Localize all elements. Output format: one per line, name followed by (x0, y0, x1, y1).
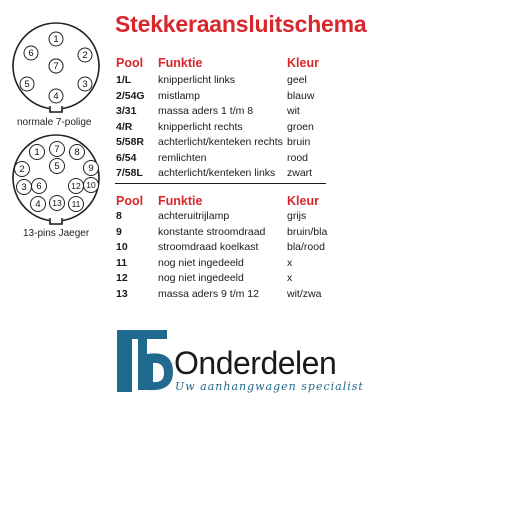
function-cell: achterlicht/kenteken links (158, 167, 276, 179)
pool-cell: 1/L (116, 74, 132, 86)
color-cell: blauw (287, 89, 315, 102)
pool-cell: 8 (116, 210, 122, 222)
pin-number: 6 (28, 48, 34, 60)
table-row (0, 210, 512, 225)
function-cell: remlichten (158, 151, 207, 164)
table-row (0, 288, 512, 303)
connector-pin (24, 46, 38, 60)
table-row (0, 272, 512, 287)
pool-cell: 4/R (116, 120, 133, 133)
logo-mark (115, 330, 175, 392)
function-cell: nog niet ingedeeld (158, 256, 244, 269)
table-row (0, 241, 512, 256)
pin-number: 5 (54, 161, 60, 173)
color-cell: zwart (287, 167, 313, 179)
color-cell: geel (287, 74, 307, 86)
table2-header-pool: Pool (116, 194, 144, 208)
table-row (0, 74, 512, 89)
table-row (0, 136, 512, 151)
pool-cell: 5/58R (116, 136, 145, 148)
color-cell: grijs (287, 210, 307, 222)
logo-tagline: Uw aanhangwagen specialist (175, 380, 364, 393)
function-cell: massa aders 9 t/m 12 (158, 287, 259, 300)
table-row (0, 105, 512, 120)
pool-cell: 9 (116, 225, 122, 238)
pin-number: 12 (71, 181, 81, 192)
table2-header-functie: Funktie (158, 194, 203, 208)
pin-number: 1 (34, 147, 40, 159)
pin-number: 7 (53, 61, 59, 73)
function-cell: knipperlicht rechts (158, 120, 243, 133)
pin-number: 4 (53, 91, 59, 103)
table-row (0, 90, 512, 105)
pool-cell: 13 (116, 287, 128, 300)
table-divider (115, 183, 326, 184)
color-cell: bla/rood (287, 241, 325, 253)
pin-number: 3 (21, 182, 27, 194)
function-cell: knipperlicht links (158, 74, 236, 86)
pool-cell: 3/31 (116, 105, 137, 117)
color-cell: bruin (287, 136, 311, 148)
pool-cell: 7/58L (116, 167, 143, 179)
connector-pin (49, 32, 63, 46)
pin-number: 1 (53, 34, 59, 46)
pin-number: 8 (74, 147, 80, 159)
function-cell: achteruitrijlamp (158, 210, 230, 222)
table1-header-functie: Funktie (158, 56, 203, 70)
pool-cell: 6/54 (116, 151, 137, 164)
connector-pin (78, 48, 92, 62)
function-cell: nog niet ingedeeld (158, 272, 244, 284)
pin-number: 7 (54, 144, 60, 156)
table-row (0, 257, 512, 272)
page-title: Stekkeraansluitschema (115, 11, 367, 37)
table-row (0, 167, 512, 182)
table1-header-kleur: Kleur (287, 56, 319, 70)
function-cell: konstante stroomdraad (158, 225, 266, 238)
connector-13pin-caption: 13-pins Jaeger (23, 228, 90, 239)
table-row (0, 121, 512, 136)
pin-number: 9 (88, 163, 94, 175)
connector-pin (50, 196, 65, 211)
pin-number: 3 (82, 79, 88, 91)
pin-number: 5 (24, 79, 30, 91)
pin-number: 2 (82, 50, 88, 62)
logo-name: Onderdelen (174, 345, 337, 381)
color-cell: groen (287, 120, 314, 133)
pool-cell: 2/54G (116, 89, 145, 102)
function-cell: mistlamp (158, 89, 201, 102)
pin-number: 2 (19, 164, 25, 176)
color-cell: x (287, 256, 293, 269)
function-cell: massa aders 1 t/m 8 (158, 105, 254, 117)
color-cell: x (287, 272, 293, 284)
connector-7pin-caption: normale 7-polige (17, 117, 92, 128)
table-row (0, 226, 512, 241)
table1-header-pool: Pool (116, 56, 144, 70)
pin-number: 6 (36, 181, 42, 193)
table2-header-kleur: Kleur (287, 194, 319, 208)
pin-number: 11 (71, 199, 81, 210)
pool-cell: 11 (116, 256, 128, 269)
table-row (0, 152, 512, 167)
pool-cell: 12 (116, 272, 128, 284)
color-cell: wit (287, 105, 300, 117)
pin-number: 10 (86, 180, 96, 191)
pool-cell: 10 (116, 241, 128, 253)
color-cell: wit/zwa (287, 287, 322, 300)
color-cell: rood (287, 151, 309, 164)
color-cell: bruin/bla (287, 225, 328, 238)
pin-number: 13 (52, 198, 62, 209)
connector-pin (49, 59, 63, 73)
function-cell: achterlicht/kenteken rechts (158, 136, 283, 148)
pin-number: 4 (35, 199, 41, 211)
function-cell: stroomdraad koelkast (158, 241, 259, 253)
